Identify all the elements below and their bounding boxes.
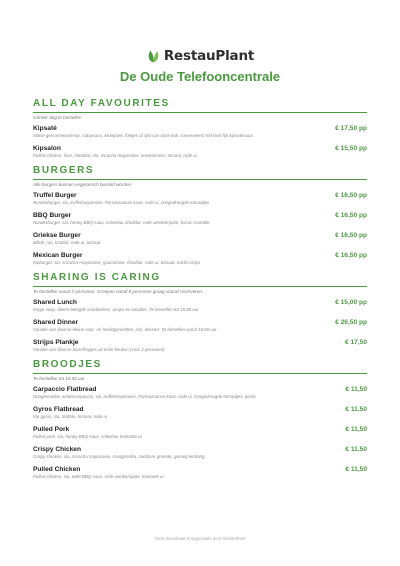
item-description: Kipburger, sla, sriracha-mayonaise, guacamole, cheddar, rode ui, tomaat, nacho chips bbox=[33, 260, 201, 265]
menu-item bbox=[33, 191, 367, 208]
section-title: SHARING IS CARING bbox=[33, 272, 161, 283]
section-divider bbox=[33, 112, 367, 113]
item-name: Carpaccio Flatbread bbox=[33, 386, 97, 393]
item-name: Kipsalon bbox=[33, 145, 61, 152]
section-divider bbox=[33, 286, 367, 287]
item-price: € 16,50 pp bbox=[335, 192, 367, 199]
item-price: € 11,50 bbox=[345, 466, 367, 473]
item-name: Kipsaté bbox=[33, 125, 57, 132]
section-title: BURGERS bbox=[33, 165, 95, 176]
item-price: € 26,50 pp bbox=[335, 319, 367, 326]
menu-item bbox=[33, 144, 367, 161]
footer-note: Deze menukaart is opgemaakt door RestauPlant bbox=[154, 536, 246, 541]
menu-item bbox=[33, 231, 367, 248]
item-description: Biftek, ras, tzatziki, rode ui, tomaat bbox=[33, 240, 101, 245]
item-name: BBQ Burger bbox=[33, 212, 72, 219]
item-description: Kopje soep, divers belegde sandwiches, wraps en salades. Te bestellen tot 16.00 uur bbox=[33, 307, 199, 312]
menu-item-row bbox=[33, 231, 367, 240]
section-divider bbox=[33, 179, 367, 180]
menu-item-row bbox=[33, 385, 367, 394]
menu-item-row bbox=[33, 445, 367, 454]
section-note: Te bestellen tot 16.00 uur bbox=[33, 376, 85, 381]
menu-item-row bbox=[33, 144, 367, 153]
section-note: Gehele dag te bestellen bbox=[33, 115, 82, 120]
menu-item bbox=[33, 425, 367, 442]
item-price: € 17,50 pp bbox=[335, 125, 367, 132]
item-name: Crispy Chicken bbox=[33, 446, 82, 453]
item-name: Shared Dinner bbox=[33, 319, 79, 326]
item-price: € 16,50 pp bbox=[335, 252, 367, 259]
menu-section bbox=[33, 165, 367, 268]
menu-item-row bbox=[33, 318, 367, 327]
item-description: Pulled chicken, sla, witte BBQ-saus, rode uienkompote, krokante ui bbox=[33, 474, 164, 479]
brand-header bbox=[0, 48, 400, 64]
brand-name: RestauPlant bbox=[163, 48, 255, 64]
item-price: € 16,50 pp bbox=[335, 212, 367, 219]
section-title: ALL DAY FAVOURITES bbox=[33, 98, 170, 109]
item-name: Gyros Flatbread bbox=[33, 406, 84, 413]
item-price: € 11,50 bbox=[345, 426, 367, 433]
menu-item-row bbox=[33, 405, 367, 414]
menu-item bbox=[33, 385, 367, 402]
item-description: Variatie van diverse kleine voor- en hoofdgerechten, incl. dessert. Te bestellen vanaf 16.00 uur bbox=[33, 327, 217, 332]
leaf-icon bbox=[146, 49, 161, 64]
menu-item-row bbox=[33, 124, 367, 133]
item-description: Pulled pork, sla, honey BBQ-saus, coleslaw, krokante ui bbox=[33, 434, 142, 439]
section-title: BROODJES bbox=[33, 359, 102, 370]
item-price: € 11,50 bbox=[345, 406, 367, 413]
item-name: Pulled Chicken bbox=[33, 466, 81, 473]
menu-item bbox=[33, 298, 367, 315]
menu-item bbox=[33, 251, 367, 268]
item-price: € 15,50 pp bbox=[335, 145, 367, 152]
section-note: Alle burgers kunnen vegetarisch besteld worden bbox=[33, 182, 132, 187]
item-name: Mexican Burger bbox=[33, 252, 83, 259]
item-description: Variatie van diverse borrelhapjes uit onze keuken (voor 2 personen) bbox=[33, 347, 165, 352]
menu-item bbox=[33, 465, 367, 482]
item-description: Dungesneden rundercarpaccio, sla, truffelmayonaise, Parmezaanse kaas, rode ui, zongedroogde tomaatjes, pesto bbox=[33, 394, 256, 399]
menu-item bbox=[33, 318, 367, 335]
section-note: Te bestellen vanaf 2 personen. Groepen vanaf 8 personen graag vooraf reserveren. bbox=[33, 289, 204, 294]
item-description: Runderburger, sla, honey BBQ-saus, coleslaw, cheddar, rode uienkompote, bacon crumble bbox=[33, 220, 210, 225]
menu-item-row bbox=[33, 211, 367, 220]
item-price: € 16,50 pp bbox=[335, 232, 367, 239]
menu-item-row bbox=[33, 298, 367, 307]
venue-title: De Oude Telefooncentrale bbox=[119, 69, 281, 84]
item-price: € 11,50 bbox=[345, 446, 367, 453]
menu-item bbox=[33, 124, 367, 141]
item-name: Strijps Plankje bbox=[33, 339, 79, 346]
item-price: € 15,00 pp bbox=[335, 299, 367, 306]
item-description: Crispy chicken, sla, sriracha mayonaise, mangosalsa, zoetzure groente, gorang kentang bbox=[33, 454, 205, 459]
menu-item bbox=[33, 211, 367, 228]
item-price: € 17,50 bbox=[345, 339, 367, 346]
menu-section bbox=[33, 272, 367, 355]
menu-item-row bbox=[33, 425, 367, 434]
item-description: Pulled chicken, fries, cheddar, sla, sriracha mayonaise, komkommer, tomaat, rode ui bbox=[33, 153, 197, 158]
item-description: Kip gyros, sla, tzatziki, tomaat, rode ui bbox=[33, 414, 107, 419]
menu-section bbox=[33, 359, 367, 482]
item-name: Truffel Burger bbox=[33, 192, 77, 199]
section-divider bbox=[33, 373, 367, 374]
menu-item-row bbox=[33, 465, 367, 474]
menu-item bbox=[33, 445, 367, 462]
item-description: Malse gemarineerde kip, sataysaus, kroepoek, frietjes of rijst van onze kok. Geserveerd met heel fijn kipsatèsaus. bbox=[33, 133, 254, 138]
item-name: Griekse Burger bbox=[33, 232, 81, 239]
menu-item-row bbox=[33, 338, 367, 347]
menu-item-row bbox=[33, 191, 367, 200]
menu-item bbox=[33, 405, 367, 422]
menu-item bbox=[33, 338, 367, 355]
item-name: Shared Lunch bbox=[33, 299, 77, 306]
item-name: Pulled Pork bbox=[33, 426, 70, 433]
item-description: Runderburger, sla, truffelmayonaise, Parmezaanse kaas, rode ui, zongedroogde tomaatjes bbox=[33, 200, 210, 205]
menu-item-row bbox=[33, 251, 367, 260]
menu-section bbox=[33, 98, 367, 161]
menu-content bbox=[33, 98, 367, 486]
item-price: € 11,50 bbox=[345, 386, 367, 393]
